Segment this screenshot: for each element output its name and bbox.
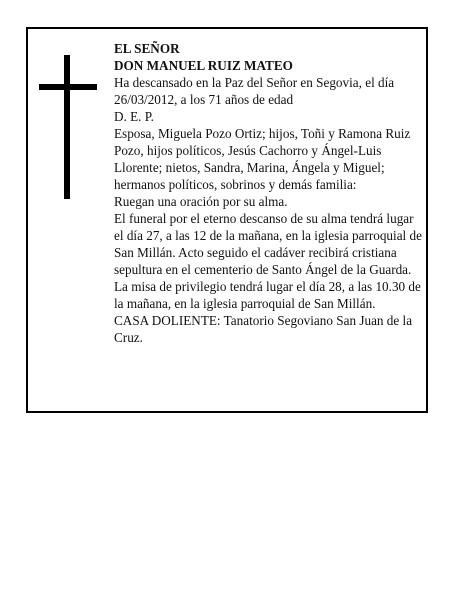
casa-doliente: CASA DOLIENTE: Tanatorio Segoviano San Juan de la Cruz. <box>114 313 413 345</box>
cross-horizontal-bar <box>39 84 97 90</box>
cross-vertical-bar <box>64 55 70 199</box>
funeral-details: El funeral por el eterno descanso de su alma tendrá lugar el día 27, a las 12 de la mañana, en la iglesia parroquial de San Millán. Acto seguido el cadáver recibirá cristiana sepultura en el cementerio de Santo Ángel de la Guarda. La misa de privilegio tendrá lugar el día 28, a las 10.30 de la mañana, en la iglesia parroquial de San Millán. <box>114 211 422 311</box>
family-members: Esposa, Miguela Pozo Ortiz; hijos, Toñi y Ramona Ruiz Pozo, hijos políticos, Jesús Cachorro y Ángel-Luis Llorente; nietos, Sandra, Marina, Ángela y Miguel; hermanos políticos, sobrinos y demás familia: <box>114 126 411 192</box>
deceased-name: DON MANUEL RUIZ MATEO <box>114 58 293 73</box>
obituary-text <box>114 40 424 346</box>
rip-line: D. E. P. <box>114 109 154 124</box>
cross-icon <box>39 55 97 199</box>
death-statement: Ha descansado en la Paz del Señor en Segovia, el día 26/03/2012, a los 71 años de edad <box>114 75 395 107</box>
prayer-request: Ruegan una oración por su alma. <box>114 194 288 209</box>
obituary-title: EL SEÑOR <box>114 41 180 56</box>
obituary-notice <box>26 27 428 413</box>
